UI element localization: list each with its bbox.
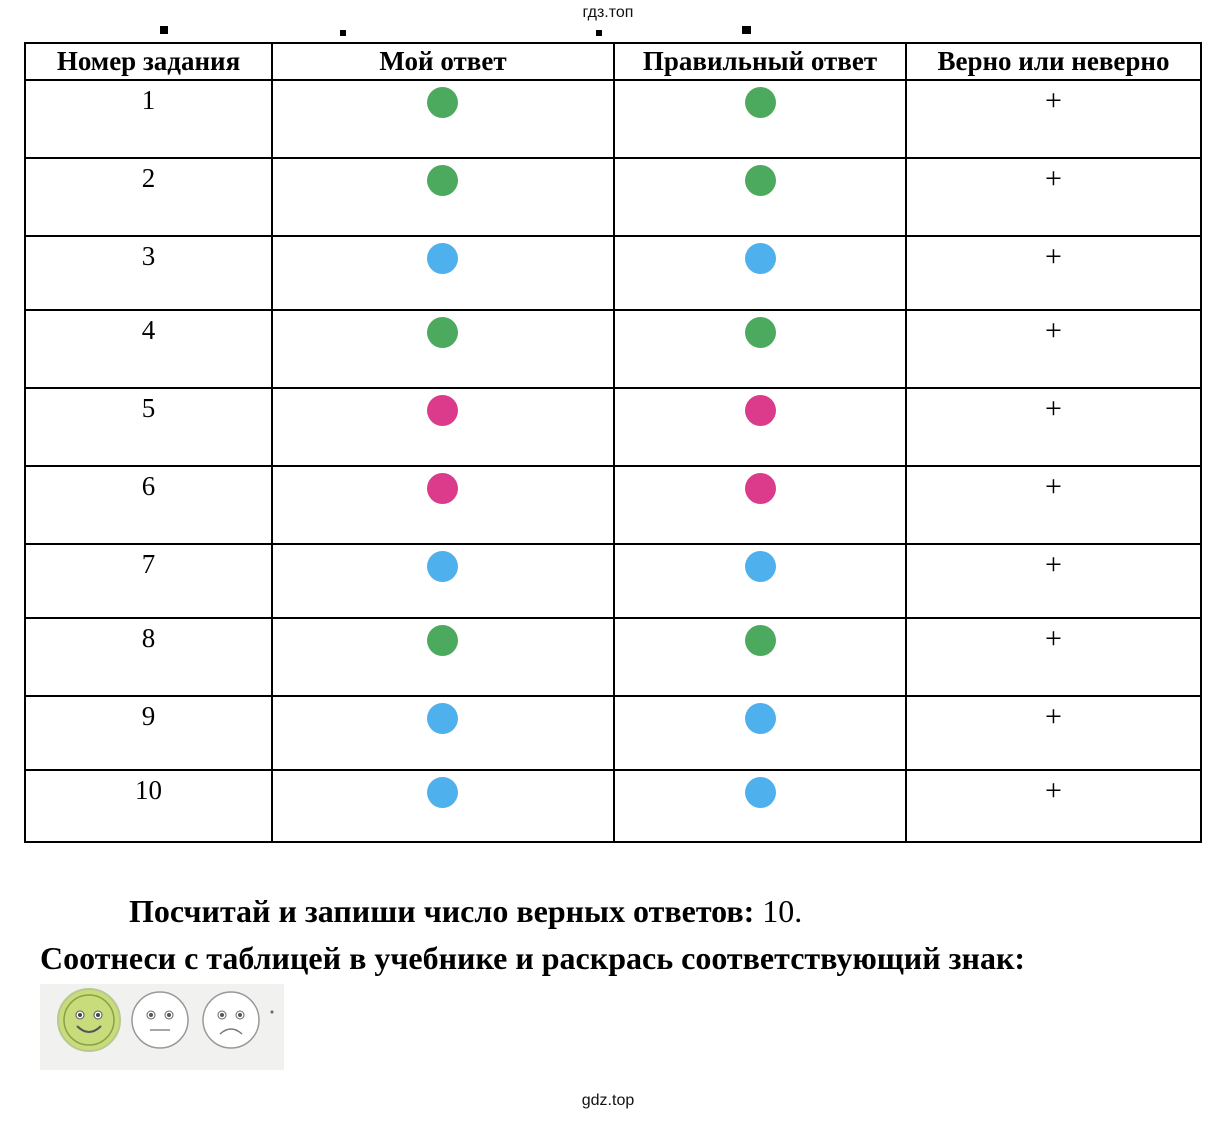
correct-answer-cell	[614, 310, 906, 388]
verdict-cell	[906, 770, 1201, 842]
task-number: 4	[141, 315, 156, 345]
table-row	[25, 388, 1201, 466]
verdict-cell	[906, 80, 1201, 158]
my-answer-cell	[272, 80, 614, 158]
my-answer-cell	[272, 618, 614, 696]
verdict-mark: +	[1045, 548, 1062, 581]
verdict-cell	[906, 236, 1201, 310]
task-number: 2	[141, 163, 156, 193]
correct-answer-cell	[614, 618, 906, 696]
task-number: 7	[141, 549, 156, 579]
my-answer-cell	[272, 158, 614, 236]
sad-face-icon[interactable]	[203, 992, 259, 1048]
task-number: 5	[141, 393, 156, 423]
my-answer-dot	[427, 395, 458, 426]
my-answer-dot	[427, 243, 458, 274]
my-answer-cell	[272, 236, 614, 310]
dot-mark	[271, 1011, 274, 1014]
header-verdict: Верно или неверно	[906, 43, 1201, 80]
verdict-cell	[906, 466, 1201, 544]
correct-answer-cell	[614, 80, 906, 158]
correct-answer-cell	[614, 236, 906, 310]
correct-answer-dot	[745, 165, 776, 196]
neutral-face-icon[interactable]	[132, 992, 188, 1048]
verdict-mark: +	[1045, 774, 1062, 807]
verdict-mark: +	[1045, 392, 1062, 425]
task-number: 6	[141, 471, 156, 501]
correct-answer-cell	[614, 158, 906, 236]
task-number-cell	[25, 466, 272, 544]
my-answer-dot	[427, 777, 458, 808]
task-number: 1	[141, 85, 156, 115]
table-row	[25, 696, 1201, 770]
task-number-cell	[25, 80, 272, 158]
my-answer-dot	[427, 473, 458, 504]
table-row	[25, 544, 1201, 618]
header-correct-answer: Правильный ответ	[614, 43, 906, 80]
verdict-mark: +	[1045, 162, 1062, 195]
correct-answer-dot	[745, 703, 776, 734]
my-answer-dot	[427, 87, 458, 118]
verdict-cell	[906, 544, 1201, 618]
my-answer-dot	[427, 317, 458, 348]
verdict-cell	[906, 310, 1201, 388]
correct-answer-cell	[614, 696, 906, 770]
my-answer-dot	[427, 625, 458, 656]
faces-strip	[40, 984, 284, 1070]
correct-answer-cell	[614, 770, 906, 842]
verdict-mark: +	[1045, 700, 1062, 733]
correct-answer-cell	[614, 466, 906, 544]
task-number-cell	[25, 544, 272, 618]
task-number-cell	[25, 696, 272, 770]
my-answer-cell	[272, 696, 614, 770]
correct-answer-dot	[745, 625, 776, 656]
table-row	[25, 236, 1201, 310]
verdict-mark: +	[1045, 84, 1062, 117]
verdict-mark: +	[1045, 470, 1062, 503]
table-row	[25, 618, 1201, 696]
correct-answer-dot	[745, 395, 776, 426]
faces-svg	[40, 984, 284, 1070]
task-number-cell	[25, 310, 272, 388]
clipped-previous-line	[0, 26, 1216, 42]
task-number: 8	[141, 623, 156, 653]
correct-answer-dot	[745, 87, 776, 118]
verdict-cell	[906, 618, 1201, 696]
my-answer-cell	[272, 466, 614, 544]
task-number: 10	[135, 775, 162, 805]
my-answer-cell	[272, 544, 614, 618]
table-row	[25, 80, 1201, 158]
verdict-cell	[906, 158, 1201, 236]
table-row	[25, 770, 1201, 842]
count-prompt: Посчитай и запиши число верных ответов:	[129, 893, 755, 929]
correct-answer-cell	[614, 388, 906, 466]
my-answer-dot	[427, 165, 458, 196]
task-number-cell	[25, 770, 272, 842]
correct-answer-dot	[745, 473, 776, 504]
my-answer-cell	[272, 310, 614, 388]
verdict-mark: +	[1045, 240, 1062, 273]
verdict-mark: +	[1045, 314, 1062, 347]
task-number-cell	[25, 388, 272, 466]
count-line	[129, 893, 802, 930]
correct-answer-dot	[745, 777, 776, 808]
correct-answer-dot	[745, 317, 776, 348]
table-row	[25, 310, 1201, 388]
verdict-mark: +	[1045, 622, 1062, 655]
watermark-top: гдз.топ	[582, 4, 634, 21]
table-row	[25, 466, 1201, 544]
task-number-cell	[25, 158, 272, 236]
correct-answer-dot	[745, 551, 776, 582]
match-prompt: Соотнеси с таблицей в учебнике и раскрась соответствующий знак:	[40, 940, 1026, 976]
my-answer-dot	[427, 551, 458, 582]
table-header-row	[25, 43, 1201, 80]
my-answer-dot	[427, 703, 458, 734]
correct-answer-cell	[614, 544, 906, 618]
count-value: 10.	[762, 893, 803, 929]
task-number: 3	[141, 241, 156, 271]
correct-answer-dot	[745, 243, 776, 274]
task-number-cell	[25, 236, 272, 310]
task-number-cell	[25, 618, 272, 696]
task-number: 9	[141, 701, 156, 731]
my-answer-cell	[272, 388, 614, 466]
header-task-number: Номер задания	[25, 43, 272, 80]
verdict-cell	[906, 696, 1201, 770]
verdict-cell	[906, 388, 1201, 466]
table-row	[25, 158, 1201, 236]
header-my-answer: Мой ответ	[272, 43, 614, 80]
watermark-bottom: gdz.top	[581, 1092, 635, 1109]
answers-table	[24, 42, 1202, 843]
smiling-face-icon[interactable]	[58, 989, 120, 1051]
my-answer-cell	[272, 770, 614, 842]
